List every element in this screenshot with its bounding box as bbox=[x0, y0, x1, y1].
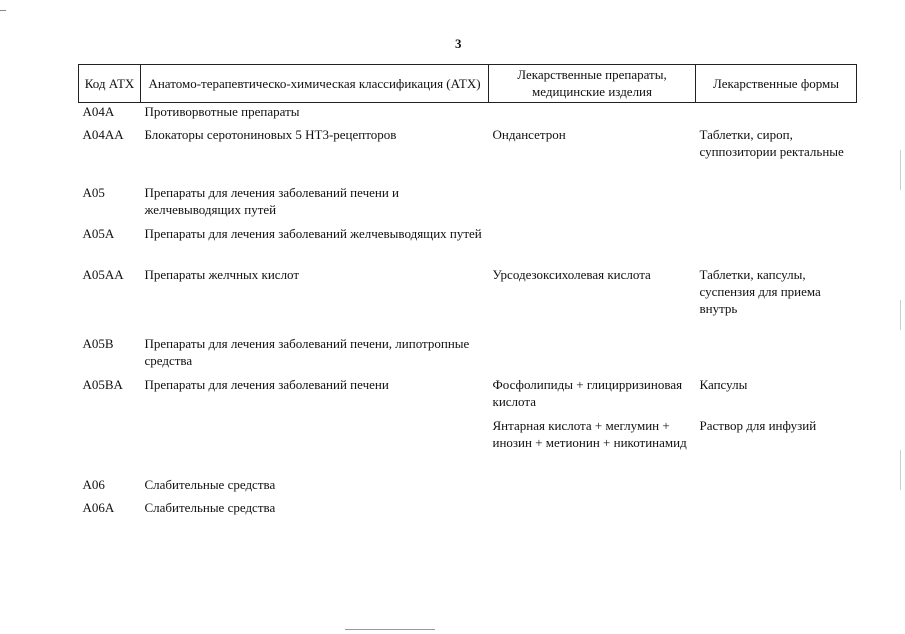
cell-code bbox=[79, 417, 141, 476]
header-classification: Анатомо-терапевтическо-химическая классификация (АТХ) bbox=[141, 65, 489, 103]
table-row bbox=[79, 417, 857, 476]
scan-mark bbox=[900, 150, 901, 190]
table-row bbox=[79, 126, 857, 184]
table-row bbox=[79, 184, 857, 225]
cell-classification: Слабительные средства bbox=[144, 500, 276, 515]
page-number: 3 bbox=[455, 36, 462, 51]
cell-forms bbox=[696, 184, 857, 225]
cell-classification: Препараты для лечения заболеваний печени bbox=[144, 377, 389, 392]
cell-drugs bbox=[489, 499, 696, 522]
cell-classification: Препараты желчных кислот bbox=[144, 267, 300, 282]
cell-code: A05A bbox=[82, 226, 115, 241]
cell-drugs: Ондансетрон bbox=[492, 127, 566, 142]
table-row bbox=[79, 376, 857, 417]
header-forms: Лекарственные формы bbox=[696, 65, 857, 103]
table-row bbox=[79, 225, 857, 266]
cell-forms: Капсулы bbox=[699, 377, 748, 392]
cell-classification: Препараты для лечения заболеваний печени, липотропные средства bbox=[144, 336, 470, 368]
cell-code: A05BA bbox=[82, 377, 123, 392]
cell-classification bbox=[141, 417, 489, 476]
cell-code: A05AA bbox=[82, 267, 124, 282]
cell-forms: Таблетки, капсулы, суспензия для приема внутрь bbox=[699, 267, 821, 316]
cell-drugs bbox=[489, 225, 696, 266]
cell-classification: Слабительные средства bbox=[144, 477, 276, 492]
cell-code: A06A bbox=[82, 500, 115, 515]
cell-drugs bbox=[489, 476, 696, 499]
cell-drugs bbox=[489, 103, 696, 127]
cell-forms bbox=[696, 499, 857, 522]
cell-code: A04AA bbox=[82, 127, 124, 142]
cell-forms: Таблетки, сироп, суппозитории ректальные bbox=[699, 127, 844, 159]
scan-mark bbox=[900, 300, 901, 330]
cell-code: A06 bbox=[82, 477, 105, 492]
cell-forms bbox=[696, 103, 857, 127]
header-code: Код АТХ bbox=[79, 65, 141, 103]
table-row bbox=[79, 476, 857, 499]
table-row bbox=[79, 103, 857, 127]
table-header-row bbox=[79, 65, 857, 103]
cell-drugs bbox=[489, 335, 696, 376]
cell-classification: Препараты для лечения заболеваний печени и желчевыводящих путей bbox=[144, 185, 399, 217]
table-row bbox=[79, 266, 857, 335]
cell-code: A05B bbox=[82, 336, 114, 351]
cell-code: A05 bbox=[82, 185, 105, 200]
cell-classification: Препараты для лечения заболеваний желчевыводящих путей bbox=[144, 226, 482, 241]
table-row bbox=[79, 335, 857, 376]
cell-drugs: Янтарная кислота + меглумин + инозин + метионин + никотинамид bbox=[492, 418, 687, 450]
scan-mark bbox=[345, 629, 435, 630]
header-drugs: Лекарственные препараты, медицинские изделия bbox=[489, 65, 696, 103]
atx-table bbox=[78, 64, 857, 522]
cell-forms bbox=[696, 225, 857, 266]
cell-drugs bbox=[489, 184, 696, 225]
scan-mark bbox=[0, 10, 6, 11]
cell-classification: Противорвотные препараты bbox=[144, 104, 300, 119]
table-row bbox=[79, 499, 857, 522]
scan-mark bbox=[900, 450, 901, 490]
cell-forms: Раствор для инфузий bbox=[699, 418, 817, 433]
cell-drugs: Фосфолипиды + глицирризиновая кислота bbox=[492, 377, 683, 409]
cell-drugs: Урсодезоксихолевая кислота bbox=[492, 267, 651, 282]
cell-classification: Блокаторы серотониновых 5 HT3-рецепторов bbox=[144, 127, 397, 142]
cell-forms bbox=[696, 335, 857, 376]
cell-code: A04A bbox=[82, 104, 115, 119]
cell-forms bbox=[696, 476, 857, 499]
